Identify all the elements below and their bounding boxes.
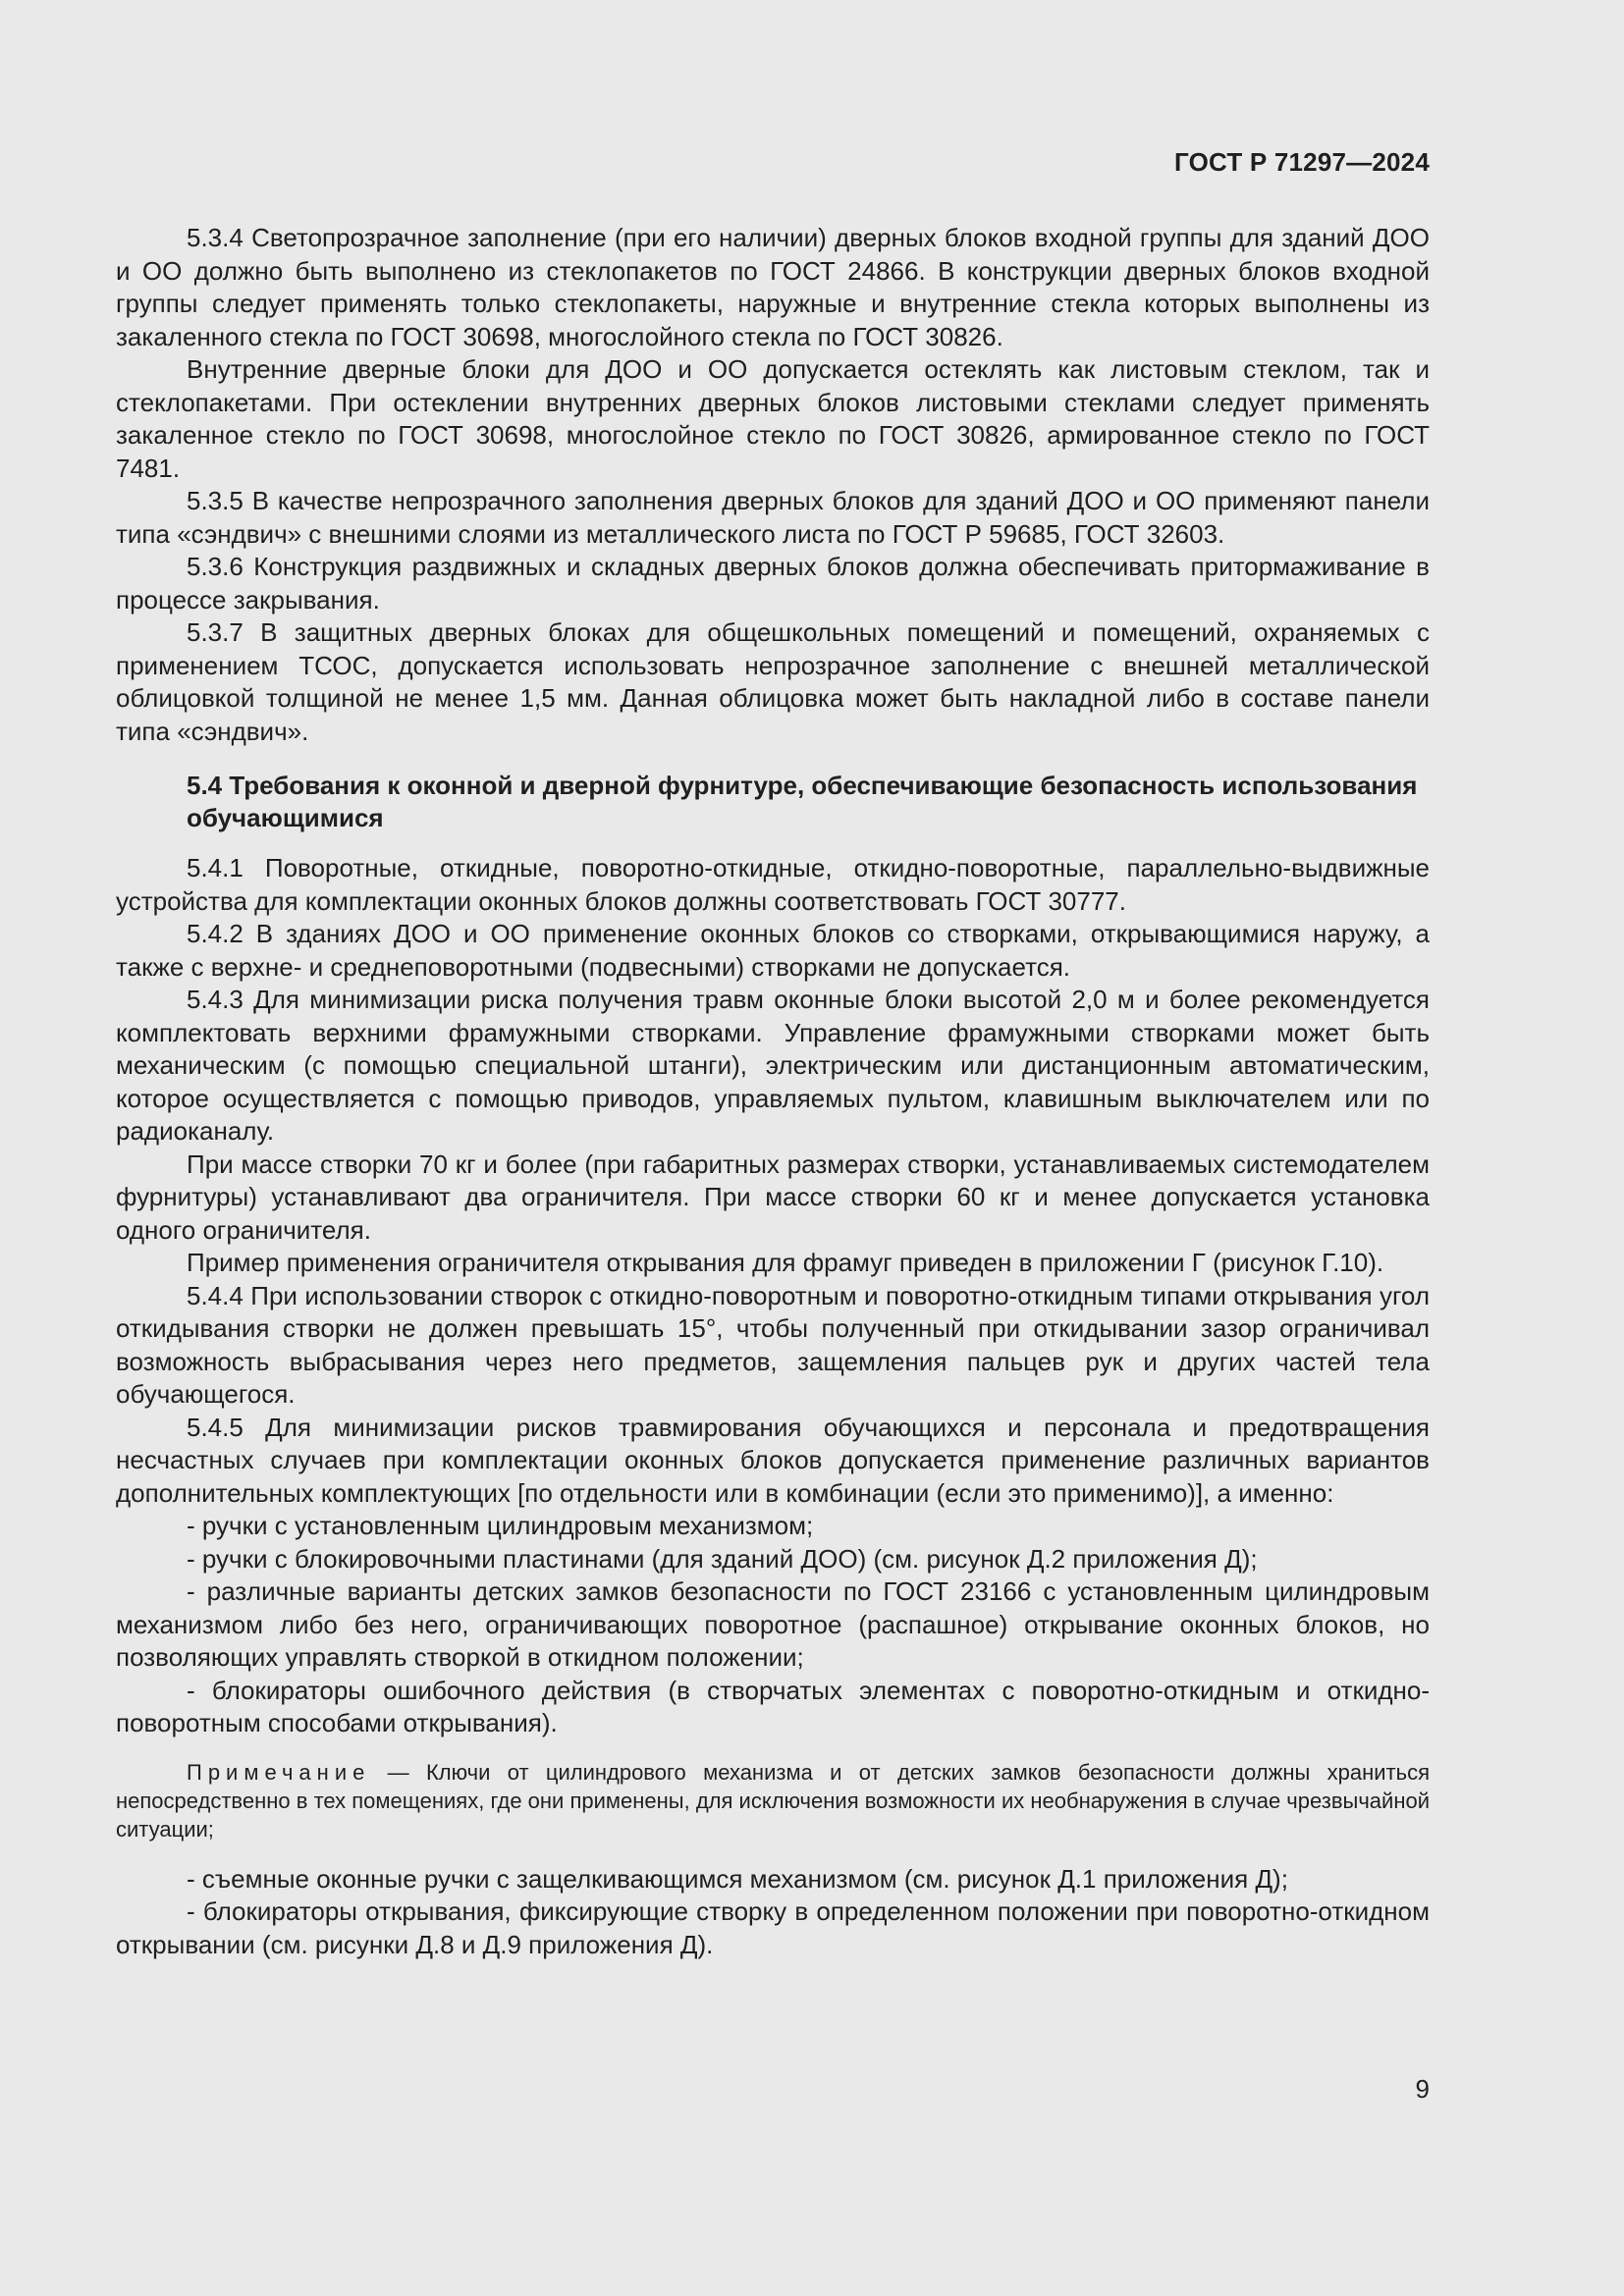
paragraph-5-4-3: 5.4.3 Для минимизации риска получения травм оконные блоки высотой 2,0 м и более рекомендуется комплектовать верхними фрамужными створками. Управление фрамужными створками может быть механическим (с помощью специальной штанги), электрическим или дистанционным автоматическим, которое осуществляется с помощью приводов, управляемых пультом, клавишным выключателем или по радиоканалу. [116,985,1430,1146]
list-item: - блокираторы ошибочного действия (в створчатых элементах с поворотно-откидным и откидно-поворотным способами открывания). [116,1675,1430,1737]
note [116,1758,1430,1843]
paragraph-limiter-example: Пример применения ограничителя открывания для фрамуг приведен в приложении Г (рисунок Г.10). [187,1248,1384,1277]
paragraph-5-3-7: 5.3.7 В защитных дверных блоках для общешкольных помещений и помещений, охраняемых с применением ТСОС, допускается использовать непрозрачное заполнение с внешней металлической облицовкой толщиной не менее 1,5 мм. Данная облицовка может быть накладной либо в составе панели типа «сэндвич». [116,617,1430,746]
paragraph-internal-doors: Внутренние дверные блоки для ДОО и ОО допускается остеклять как листовым стеклом, так и стеклопакетами. При остеклении внутренних дверных блоков листовыми стеклами следует применять закаленное стекло по ГОСТ 30698, многослойное стекло по ГОСТ 30826, армированное стекло по ГОСТ 7481. [116,354,1430,483]
paragraph-5-3-4: 5.3.4 Светопрозрачное заполнение (при его наличии) дверных блоков входной группы для зданий ДОО и ОО должно быть выполнено из стеклопакетов по ГОСТ 24866. В конструкции дверных блоков входной группы следует применять только стеклопакеты, наружные и внутренние стекла которых выполнены из закаленного стекла по ГОСТ 30698, многослойного стекла по ГОСТ 30826. [116,223,1430,351]
note-dash: — [370,1759,426,1785]
paragraph-5-4-5: 5.4.5 Для минимизации рисков травмирования обучающихся и персонала и предотвращения несчастных случаев при комплектации оконных блоков допускается применение различных вариантов дополнительных комплектующих [по отдельности или в комбинации (если это применимо)], а именно: [116,1412,1430,1508]
list-item: - блокираторы открывания, фиксирующие створку в определенном положении при поворотно-откидном открывании (см. рисунки Д.8 и Д.9 приложения Д). [116,1896,1430,1959]
note-label: Примечание [187,1759,371,1785]
list-item: - ручки с блокировочными пластинами (для зданий ДОО) (см. рисунок Д.2 приложения Д); [187,1543,1258,1574]
page-number: 9 [1415,2074,1430,2104]
list-item: - съемные оконные ручки с защелкивающимся механизмом (см. рисунок Д.1 приложения Д); [187,1863,1288,1894]
paragraph-5-4-1: 5.4.1 Поворотные, откидные, поворотно-откидные, откидно-поворотные, параллельно-выдвижные устройства для комплектации оконных блоков должны соответствовать ГОСТ 30777. [116,853,1430,916]
standard-id-header: ГОСТ Р 71297—2024 [1174,147,1430,177]
paragraph-5-4-4: 5.4.4 При использовании створок с откидно-поворотным и поворотно-откидным типами открывания угол откидывания створки не должен превышать 15°, чтобы полученный при откидывании зазор ограничивал возможность выбрасывания через него предметов, защемления пальцев рук и других частей тела обучающегося. [116,1280,1430,1409]
paragraph-5-3-6: 5.3.6 Конструкция раздвижных и складных дверных блоков должна обеспечивать притормаживание в процессе закрывания. [116,552,1430,614]
paragraph-sash-mass: При массе створки 70 кг и более (при габаритных размерах створки, устанавливаемых системодателем фурнитуры) устанавливают два ограничителя. При массе створки 60 кг и менее допускается установка одного ограничителя. [116,1148,1430,1245]
paragraph-5-3-5: 5.3.5 В качестве непрозрачного заполнения дверных блоков для зданий ДОО и ОО применяют панели типа «сэндвич» с внешними слоями из металлического листа по ГОСТ Р 59685, ГОСТ 32603. [116,486,1430,549]
page-content [116,222,1430,1961]
paragraph-5-4-2: 5.4.2 В зданиях ДОО и ОО применение оконных блоков со створками, открывающимися наружу, а также с верхне- и среднеповоротными (подвесными) створками не допускается. [116,919,1430,982]
list-item: - различные варианты детских замков безопасности по ГОСТ 23166 с установленным цилиндровым механизмом либо без него, ограничивающих поворотное (распашное) открывание оконных блоков, но позволяющих управлять створкой в откидном положении; [116,1576,1430,1672]
list-item: - ручки с установленным цилиндровым механизмом; [187,1511,814,1540]
note-text: Ключи от цилиндрового механизма и от детских замков безопасности должны храниться непосредственно в тех помещениях, где они применены, для исключения возможности их необнаружения в случае чрезвычайной ситуации; [116,1759,1430,1842]
section-heading-5-4: 5.4 Требования к оконной и дверной фурнитуре, обеспечивающие безопасность использования обучающимися [187,771,1418,832]
